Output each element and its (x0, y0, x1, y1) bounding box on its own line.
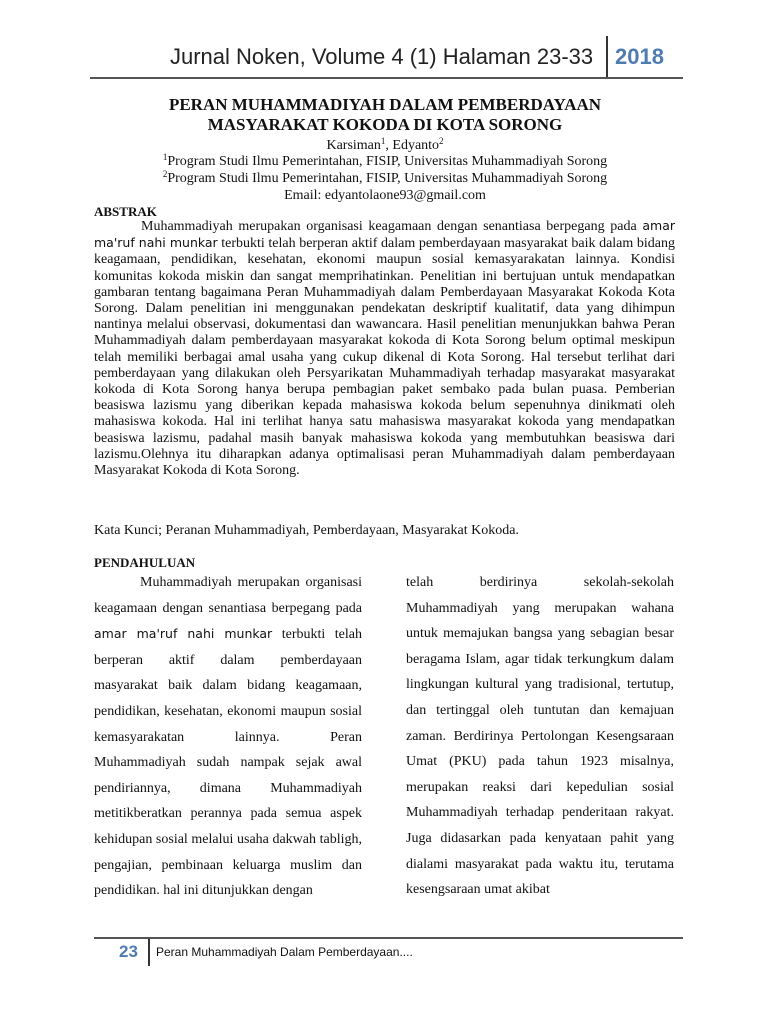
footer-divider (148, 939, 150, 966)
keywords: Kata Kunci; Peranan Muhammadiyah, Pemberdayaan, Masyarakat Kokoda. (94, 523, 519, 538)
author-2: Edyanto (392, 138, 440, 153)
affiliation-2-mark: 2 (162, 169, 168, 179)
affiliation-2 (90, 170, 680, 187)
journal-year: 2018 (615, 44, 664, 69)
author-separator: , (385, 138, 393, 153)
author-1-mark: 1 (380, 136, 386, 146)
header-divider (606, 36, 608, 78)
header-rule (90, 77, 683, 79)
affiliation-1-mark: 1 (162, 152, 168, 162)
affiliation-1-text: Program Studi Ilmu Pemerintahan, FISIP, Universitas Muhammadiyah Sorong (167, 154, 608, 169)
intro-left-phrase: amar ma'ruf nahi munkar (94, 626, 273, 642)
intro-column-right: telah berdirinya sekolah-sekolah Muhammadiyah yang merupakan wahana untuk memajukan bangsa yang sebagian besar beragama Islam, agar tidak terkungkum dalam lingkungan kultural yang tradisional, tertutup, dan tertinggal oleh tuntutan dan kemajuan zaman. Berdirinya Pertolongan Kesengsaraan Umat (PKU) pada tahun 1923 misalnya, merupakan reaksi dari kepedulian sosial Muhammadiyah terhadap penderitaan rakyat. Juga didasarkan pada kenyataan pahit yang dialami masyarakat pada waktu itu, terutama kesengsaraan umat akibat (406, 575, 674, 898)
author-1: Karsiman (326, 138, 381, 153)
abstract-text-1: Muhammadiyah merupakan organisasi keagamaan dengan senantiasa berpegang pada (141, 219, 643, 234)
author-list (90, 137, 680, 154)
affiliation-2-text: Program Studi Ilmu Pemerintahan, FISIP, Universitas Muhammadiyah Sorong (167, 171, 608, 186)
intro-column-left (94, 570, 362, 904)
journal-header-title: Jurnal Noken, Volume 4 (1) Halaman 23-33 (170, 44, 594, 69)
footer-running-title: Peran Muhammadiyah Dalam Pemberdayaan.... (156, 945, 413, 959)
paper-title-line-1: PERAN MUHAMMADIYAH DALAM PEMBERDAYAAN (168, 95, 602, 114)
intro-left-text-2: terbukti telah berperan aktif dalam pemberdayaan masyarakat baik dalam bidang keagamaan, pendidikan, kesehatan, ekonomi maupun sosial kemasyarakatan lainnya. Peran Muhammadiyah sudah nampak sejak awal pendiriannya, dimana Muhammadiyah metitikberatkan perannya pada semua aspek kehidupan sosial melalui usaha dakwah tabligh, pengajian, pembinaan keluarga muslim dan pendidikan. hal ini ditunjukkan dengan (94, 627, 362, 899)
abstract-body (94, 218, 675, 479)
abstract-text-2: terbukti telah berperan aktif dalam pemberdayaan masyarakat baik dalam bidang keagamaan, pendidikan, kesehatan, ekonomi maupun sosial kemasyarakatan lainnya. Kondisi komunitas kokoda miskin dan sangat memprihatinkan. Penelitian ini bertujuan untuk mendapatkan gambaran tentang bagaimana Peran Muhammadiyah dalam Pemberdayaan Masyarakat Kokoda Kota Sorong. Dalam penelitian ini menggunakan pendekatan deskriptif kualitatif, data yang dihimpun nantinya melalui observasi, dokumentasi dan wawancara. Hasil penelitian menunjukkan bahwa Peran Muhammadiyah dalam pemberdayaan masyarakat kokoda di Kota Sorong belum optimal meskipun telah memiliki berbagai amal usaha yang cukup dikenal di Kota Sorong. Hal tersebut terlihat dari pemberdayaan yang dilakukan oleh Persyarikatan Muhammadiyah terhadap masyarakat masyarakat kokoda di Kota Sorong hanya berupa pembagian paket sembako pada bulan puasa. Pemberian beasiswa lazismu yang diberikan kepada mahasiswa kokoda belum sepenuhnya dinikmati oleh mahasiswa kokoda. Hal ini terlihat hanya satu mahasiswa masyarakat kokoda yang mendapatkan beasiswa lazismu, padahal masih banyak mahasiswa kokoda yang membutuhkan beasiswa dari lazismu.Olehnya itu diharapkan adanya optimalisasi peran Muhammadiyah dalam pemberdayaan Masyarakat Kokoda di Kota Sorong. (94, 236, 675, 479)
introduction-heading: PENDAHULUAN (94, 555, 196, 570)
author-2-mark: 2 (439, 136, 444, 146)
intro-left-text-1: Muhammadiyah merupakan organisasi keagamaan dengan senantiasa berpegang pada (94, 575, 362, 616)
page-number: 23 (119, 942, 138, 961)
abstract-heading: ABSTRAK (94, 204, 157, 219)
abstract-phrase: amar ma'ruf nahi munkar (94, 218, 675, 251)
footer-rule (94, 937, 683, 939)
affiliation-1 (90, 153, 680, 170)
paper-title-line-2: MASYARAKAT KOKODA DI KOTA SORONG (207, 115, 563, 134)
corresponding-email: Email: edyantolaone93@gmail.com (284, 188, 486, 203)
